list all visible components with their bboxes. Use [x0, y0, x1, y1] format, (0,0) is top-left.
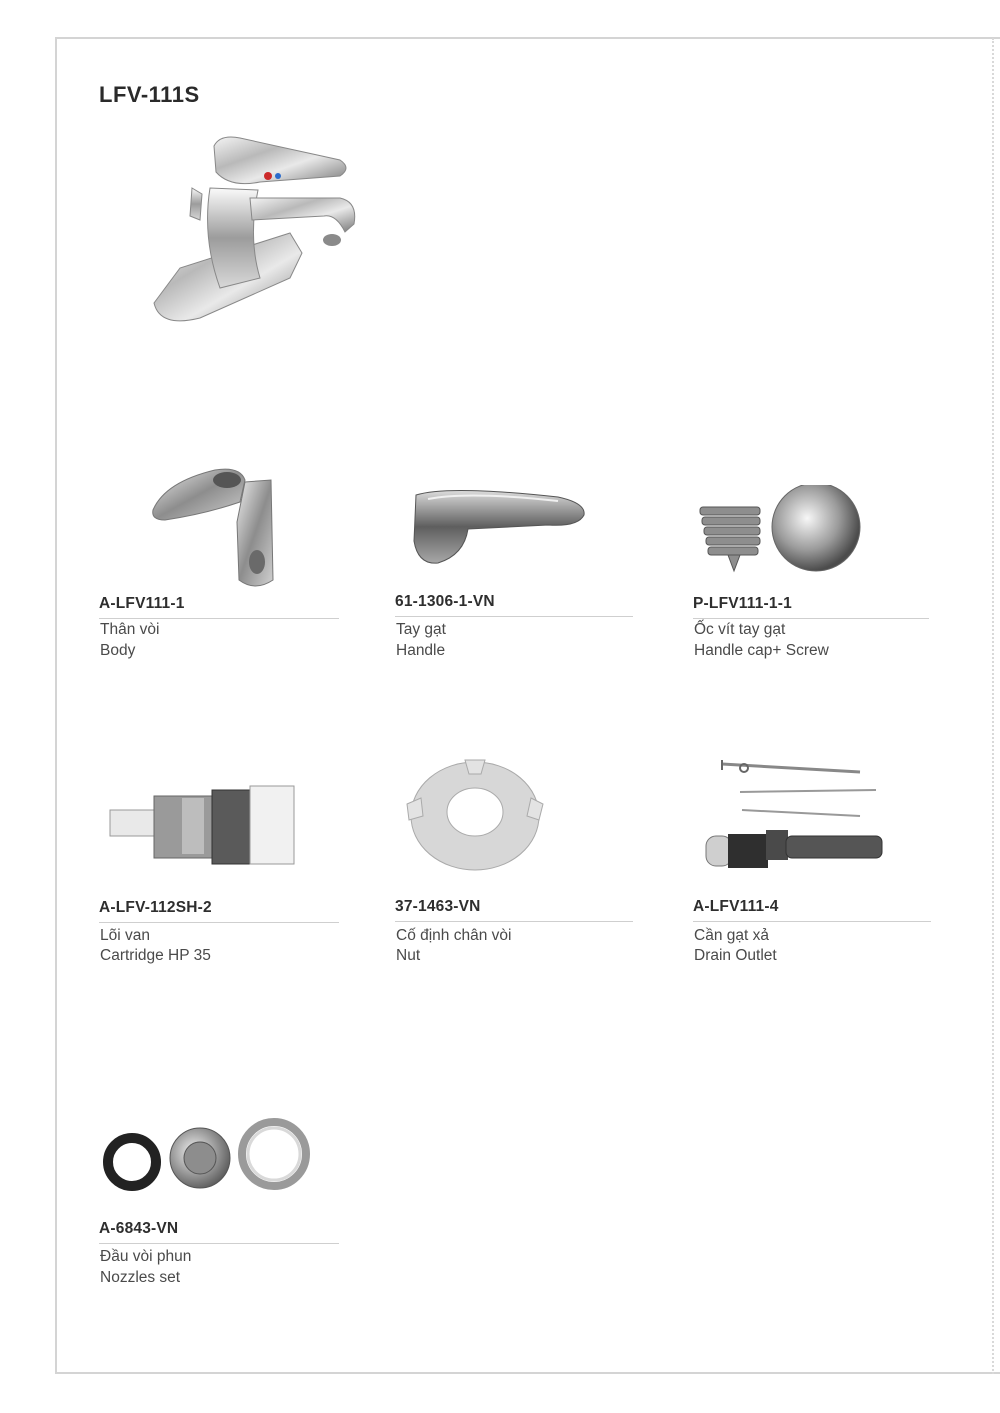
handle-lever-icon — [408, 485, 590, 570]
part-code: A-LFV-112SH-2 — [99, 899, 339, 923]
drain-outlet-icon — [700, 758, 885, 878]
part-code: A-6843-VN — [99, 1220, 339, 1244]
nozzle-set-icon — [102, 1118, 312, 1198]
faucet-body-icon — [145, 462, 280, 592]
part-name-vn: Cố định chân vòi — [396, 927, 512, 944]
part-name-en: Drain Outlet — [694, 947, 777, 964]
part-name-en: Cartridge HP 35 — [100, 947, 211, 964]
part-name-vn: Lõi van — [100, 927, 150, 944]
part-name-en: Body — [100, 642, 136, 659]
part-name-vn: Cần gạt xả — [694, 927, 769, 944]
product-title: LFV-111S — [99, 82, 200, 107]
part-name-en: Handle cap+ Screw — [694, 642, 829, 659]
part-name-en: Handle — [396, 642, 446, 659]
screw-cap-icon — [694, 485, 864, 575]
part-name-vn: Thân vòi — [100, 621, 160, 638]
part-name-vn: Đầu vòi phun — [100, 1248, 192, 1265]
part-name-en: Nut — [396, 947, 421, 964]
nut-icon — [405, 756, 545, 876]
part-name-en: Nozzles set — [100, 1269, 181, 1286]
page-edge-divider — [992, 38, 994, 1374]
faucet-product-image — [140, 128, 370, 333]
part-code: A-LFV111-1 — [99, 595, 339, 619]
part-name-vn: Ốc vít tay gạt — [694, 621, 786, 638]
part-code: 61-1306-1-VN — [395, 593, 633, 617]
part-code: 37-1463-VN — [395, 898, 633, 922]
part-code: P-LFV111-1-1 — [693, 595, 929, 619]
part-code: A-LFV111-4 — [693, 898, 931, 922]
cartridge-icon — [108, 780, 298, 870]
part-name-vn: Tay gạt — [396, 621, 446, 638]
